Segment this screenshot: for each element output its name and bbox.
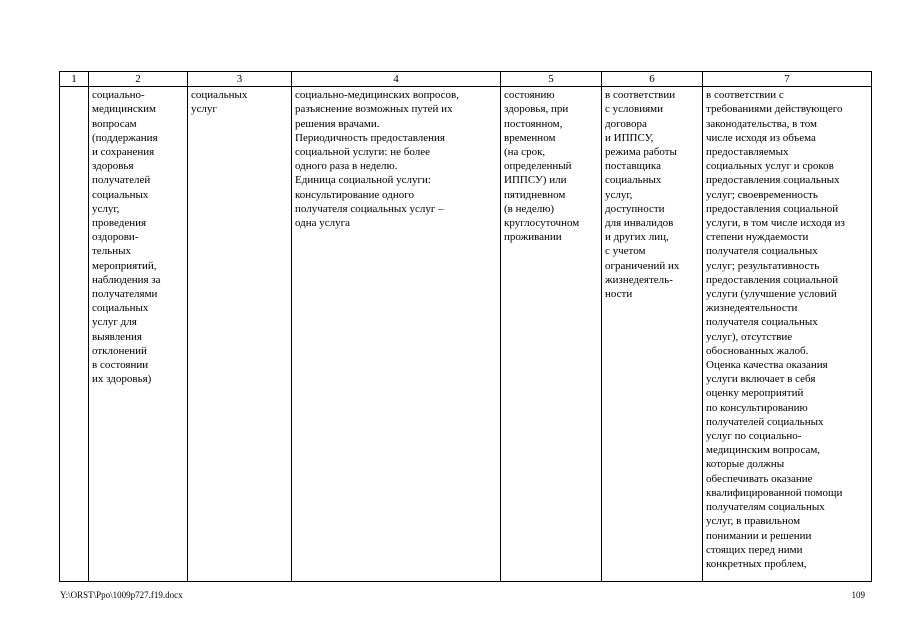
cell-line: социальных — [92, 188, 149, 201]
cell-line: ИППСУ) или — [504, 174, 567, 187]
cell-line: (поддержания — [92, 131, 158, 144]
cell-line: круглосуточном — [504, 217, 580, 230]
cell-line: оценку мероприятий — [706, 387, 804, 400]
cell-line: выявления — [92, 330, 142, 343]
cell-line: степени нуждаемости — [706, 231, 809, 244]
cell-line: законодательства, в том — [706, 117, 817, 130]
cell-line: услуг, в правильном — [706, 515, 801, 528]
cell-line: ности — [605, 288, 633, 301]
table-row — [60, 87, 872, 582]
cell-line: (на срок, — [504, 146, 546, 159]
cell-line: социальных — [92, 302, 149, 315]
cell-line: числе исходя из объема — [706, 131, 816, 144]
cell-col-5 — [501, 87, 602, 582]
cell-line: услуг для — [92, 316, 137, 329]
header-col-2: 2 — [89, 72, 188, 87]
services-table — [59, 71, 872, 582]
header-col-3: 3 — [188, 72, 292, 87]
cell-line: по консультированию — [706, 401, 808, 414]
cell-line: предоставления социальных — [706, 174, 840, 187]
cell-col-7 — [703, 87, 872, 582]
cell-line: получателям социальных — [706, 501, 825, 514]
cell-line: предоставления социальной — [706, 273, 839, 286]
cell-line: определенный — [504, 160, 572, 173]
cell-line: требованиями действующего — [706, 103, 843, 116]
cell-line: социальных — [191, 89, 248, 102]
cell-line: Единица социальной услуги: — [295, 174, 431, 187]
cell-line: услуги (улучшение условий — [706, 288, 837, 301]
cell-line: режима работы — [605, 146, 677, 159]
footer-file-path: Y:\ORST\Ppo\1009p727.f19.docx — [60, 590, 183, 600]
cell-line: медицинским — [92, 103, 156, 116]
cell-line: пятидневном — [504, 188, 566, 201]
cell-line: наблюдения за — [92, 273, 161, 286]
cell-line: социальных — [605, 174, 662, 187]
cell-line: услуг, — [92, 202, 120, 215]
cell-line: услуги включает в себя — [706, 373, 816, 386]
cell-col-3 — [188, 87, 292, 582]
cell-line: получателя социальных услуг – — [295, 202, 444, 215]
cell-col-6 — [602, 87, 703, 582]
cell-line: медицинским вопросам, — [706, 444, 821, 457]
cell-line: получателей социальных — [706, 415, 824, 428]
cell-line: договора — [605, 117, 647, 130]
cell-line: одна услуга — [295, 217, 351, 230]
cell-line: и ИППСУ, — [605, 131, 654, 144]
cell-line: социальных услуг и сроков — [706, 160, 834, 173]
header-col-6: 6 — [602, 72, 703, 87]
cell-line: разъяснение возможных путей их — [295, 103, 453, 116]
cell-line: здоровья — [92, 160, 134, 173]
cell-line: услуг — [191, 103, 217, 116]
cell-line: понимании и решении — [706, 529, 812, 542]
cell-line: решения врачами. — [295, 117, 380, 130]
cell-line: обоснованных жалоб. — [706, 344, 809, 357]
cell-line: проведения — [92, 217, 147, 230]
cell-line: постоянном, — [504, 117, 563, 130]
cell-col-4 — [292, 87, 501, 582]
cell-line: состоянию — [504, 89, 555, 102]
page-number: 109 — [851, 590, 865, 600]
cell-line: Периодичность предоставления — [295, 131, 445, 144]
cell-line: тельных — [92, 245, 131, 258]
cell-line: услуг, — [605, 188, 633, 201]
cell-line: оздорови- — [92, 231, 139, 244]
cell-line: вопросам — [92, 117, 137, 130]
cell-line: обеспечивать оказание — [706, 472, 813, 485]
cell-line: отклонений — [92, 344, 147, 357]
cell-line: предоставляемых — [706, 146, 789, 159]
cell-line: временном — [504, 131, 556, 144]
header-col-5: 5 — [501, 72, 602, 87]
cell-line: услуги, в том числе исходя из — [706, 217, 845, 230]
cell-line: с условиями — [605, 103, 663, 116]
cell-line: получателя социальных — [706, 316, 818, 329]
cell-col-1 — [60, 87, 89, 582]
cell-line: с учетом — [605, 245, 646, 258]
cell-line: одного раза в неделю. — [295, 160, 398, 173]
cell-line: жизнедеятельности — [706, 302, 798, 315]
cell-line: и сохранения — [92, 146, 155, 159]
cell-line: в соответствии — [605, 89, 676, 102]
cell-line: услуг по социально- — [706, 430, 802, 443]
cell-line: их здоровья) — [92, 373, 152, 386]
cell-line: социальной услуги: не более — [295, 146, 430, 159]
header-col-7: 7 — [703, 72, 872, 87]
table-header-row — [60, 72, 872, 87]
header-col-4: 4 — [292, 72, 501, 87]
cell-line: социально-медицинских вопросов, — [295, 89, 460, 102]
cell-line: конкретных проблем, — [706, 557, 807, 570]
cell-line: которые должны — [706, 458, 785, 471]
cell-line: получателями — [92, 288, 158, 301]
cell-line: поставщика — [605, 160, 661, 173]
cell-line: получателя социальных — [706, 245, 818, 258]
cell-line: мероприятий, — [92, 259, 157, 272]
header-col-1: 1 — [60, 72, 89, 87]
cell-line: и других лиц, — [605, 231, 669, 244]
cell-line: ограничений их — [605, 259, 680, 272]
cell-line: предоставления социальной — [706, 202, 839, 215]
cell-line: услуг; результативность — [706, 259, 820, 272]
cell-line: стоящих перед ними — [706, 543, 803, 556]
cell-line: проживании — [504, 231, 562, 244]
cell-line: услуг), отсутствие — [706, 330, 793, 343]
cell-line: в соответствии с — [706, 89, 784, 102]
cell-line: жизнедеятель- — [605, 273, 673, 286]
cell-line: (в неделю) — [504, 202, 555, 215]
cell-line: доступности — [605, 202, 665, 215]
cell-line: для инвалидов — [605, 217, 674, 230]
cell-col-2 — [89, 87, 188, 582]
cell-line: услуг; своевременность — [706, 188, 818, 201]
cell-line: консультирование одного — [295, 188, 414, 201]
cell-line: в состоянии — [92, 359, 149, 372]
cell-line: здоровья, при — [504, 103, 569, 116]
cell-line: социально- — [92, 89, 145, 102]
cell-line: квалифицированной помощи — [706, 486, 843, 499]
cell-line: получателей — [92, 174, 151, 187]
cell-line: Оценка качества оказания — [706, 359, 828, 372]
